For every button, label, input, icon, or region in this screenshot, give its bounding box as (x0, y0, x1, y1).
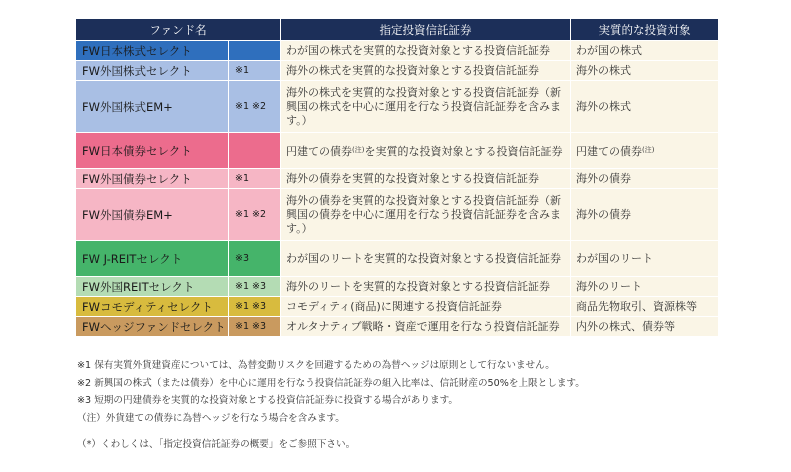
header-designated-securities: 指定投資信託証券 (281, 19, 571, 41)
footnote-note: （注）外貨建ての債券に為替ヘッジを行なう場合を含みます。 (77, 412, 345, 424)
investment-target: 内外の株式、債券等 (571, 317, 719, 337)
designated-securities: 海外のリートを実質的な投資対象とする投資信託証券 (281, 277, 571, 297)
fund-name: FW日本株式セレクト (76, 41, 229, 61)
fund-note: ※1 ※2 (229, 81, 281, 133)
investment-target: わが国のリート (571, 241, 719, 277)
desc-text: 円建ての債券 (286, 144, 352, 158)
fund-name: FW日本債券セレクト (76, 133, 229, 169)
table-row (76, 241, 719, 277)
fund-name: FW外国株式EM+ (76, 81, 229, 133)
reference-note: （*）くわしくは、「指定投資信託証券の概要」をご参照下さい。 (77, 439, 356, 450)
table-row (76, 81, 719, 133)
fund-name: FW外国REITセレクト (76, 277, 229, 297)
footnote-2: ※2 新興国の株式（または債券）を中心に運用を行なう投資信託証券の組入比率は、信託財産の50%を上限とします。 (77, 377, 585, 389)
footnote-1: ※1 保有実質外貨建資産については、為替変動リスクを回避するための為替ヘッジは原則として行ないません。 (77, 360, 555, 371)
table-row (76, 189, 719, 241)
table-row (76, 317, 719, 337)
fund-name: FWヘッジファンドセレクト (76, 317, 229, 337)
investment-target: 海外のリート (571, 277, 719, 297)
fund-note: ※1 ※3 (229, 317, 281, 337)
header-investment-target: 実質的な投資対象 (571, 19, 719, 41)
investment-target: わが国の株式 (571, 41, 719, 61)
designated-securities (281, 133, 571, 169)
investment-target: 海外の債券 (571, 169, 719, 189)
fund-note: ※1 ※3 (229, 277, 281, 297)
fund-note: ※1 ※2 (229, 189, 281, 241)
designated-securities: 海外の債券を実質的な投資対象とする投資信託証券 (281, 169, 571, 189)
desc-text: を実質的な投資対象とする投資信託証券 (364, 144, 563, 158)
investment-target: 海外の債券 (571, 189, 719, 241)
fund-table (75, 18, 719, 337)
table-body (76, 41, 719, 337)
fund-name: FW外国債券EM+ (76, 189, 229, 241)
fund-name: FW J-REITセレクト (76, 241, 229, 277)
fund-note: ※1 (229, 61, 281, 81)
footnote-3: ※3 短期の円建債券を実質的な投資対象とする投資信託証券に投資する場合があります。 (77, 395, 458, 406)
table-row (76, 61, 719, 81)
fund-name: FW外国債券セレクト (76, 169, 229, 189)
fund-table-container (75, 18, 718, 337)
fund-name: FW外国株式セレクト (76, 61, 229, 81)
table-row (76, 41, 719, 61)
investment-target: 海外の株式 (571, 81, 719, 133)
fund-note (229, 41, 281, 61)
designated-securities: 海外の株式を実質的な投資対象とする投資信託証券（新興国の株式を中心に運用を行なう投資信託証券を含みます。） (281, 81, 571, 133)
fund-name: FWコモディティセレクト (76, 297, 229, 317)
designated-securities: わが国のリートを実質的な投資対象とする投資信託証券 (281, 241, 571, 277)
designated-securities: 海外の株式を実質的な投資対象とする投資信託証券 (281, 61, 571, 81)
fund-note: ※3 (229, 241, 281, 277)
note-ref: (注) (352, 145, 365, 154)
header-fund-name: ファンド名 (76, 19, 281, 41)
designated-securities: オルタナティブ戦略・資産で運用を行なう投資信託証券 (281, 317, 571, 337)
investment-target (571, 133, 719, 169)
investment-target: 海外の株式 (571, 61, 719, 81)
table-row (76, 277, 719, 297)
footnotes (77, 357, 585, 454)
designated-securities: 海外の債券を実質的な投資対象とする投資信託証券（新興国の債券を中心に運用を行なう投資信託証券を含みます。） (281, 189, 571, 241)
designated-securities: コモディティ(商品)に関連する投資信託証券 (281, 297, 571, 317)
investment-target: 商品先物取引、資源株等 (571, 297, 719, 317)
table-row (76, 169, 719, 189)
fund-note: ※1 (229, 169, 281, 189)
fund-note: ※1 ※3 (229, 297, 281, 317)
table-row (76, 297, 719, 317)
fund-note (229, 133, 281, 169)
table-row (76, 133, 719, 169)
target-text: 円建ての債券 (576, 144, 642, 158)
table-header-row (76, 19, 719, 41)
designated-securities: わが国の株式を実質的な投資対象とする投資信託証券 (281, 41, 571, 61)
note-ref: (注) (642, 145, 655, 154)
